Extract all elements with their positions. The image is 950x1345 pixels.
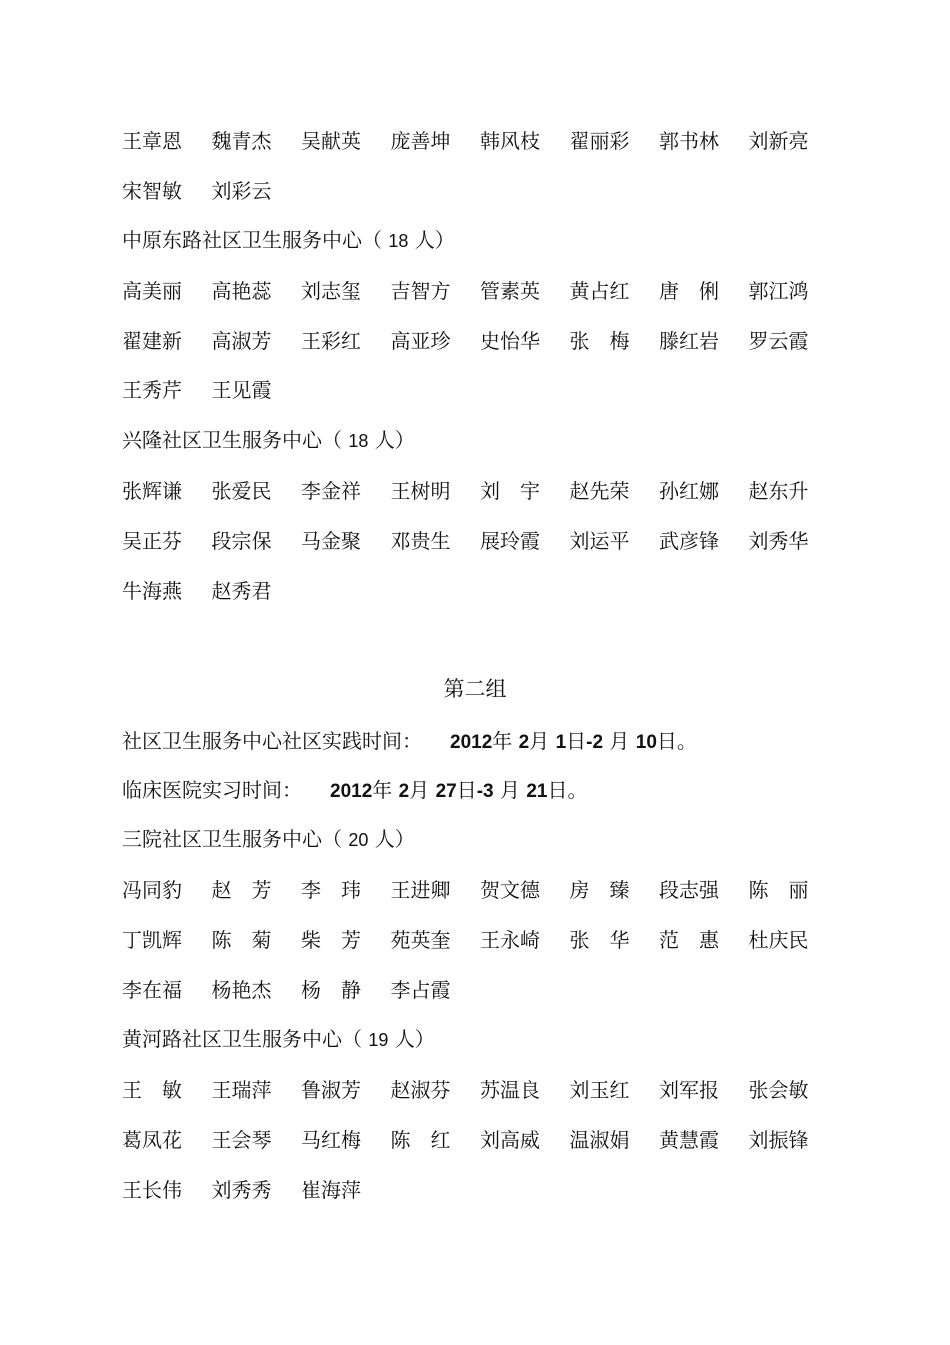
person-name: 王章恩 [122,129,182,153]
person-name: 马红梅 [301,1128,361,1152]
unit-text: 月 [609,729,630,753]
person-name: 刘彩云 [211,179,272,203]
time-label: 社区卫生服务中心社区实践时间： [122,729,422,753]
names-row [122,326,842,356]
person-name: 罗云霞 [748,329,809,353]
person-name: 温淑娟 [569,1128,630,1152]
person-name: 杜庆民 [748,928,809,952]
person-name: 马金聚 [301,529,361,553]
person-name: 韩风枝 [480,129,540,153]
person-name: 刘高威 [480,1128,540,1152]
person-name: 李在福 [122,978,182,1002]
person-name: 赵东升 [748,479,809,503]
names-row [122,526,842,556]
person-name: 李 玮 [301,878,361,902]
person-name: 陈 丽 [748,878,809,902]
names-row [122,276,842,306]
person-name: 唐 俐 [659,279,719,303]
heading-text: 三院社区卫生服务中心（ [122,827,342,851]
month: 2 [518,732,530,753]
person-name: 丁凯辉 [122,928,182,952]
person-name: 赵淑芬 [390,1078,451,1102]
person-name: 郭书林 [659,129,719,153]
unit-text: 日。 [547,778,588,802]
person-name: 崔海萍 [301,1178,361,1202]
section-heading-xinglong [122,425,842,455]
person-name: 王长伟 [122,1178,182,1202]
person-name: 鲁淑芳 [301,1078,361,1102]
names-row [122,1125,842,1155]
heading-text: 兴隆社区卫生服务中心（ [122,428,342,452]
person-name: 王永崎 [480,928,540,952]
person-name: 赵 芳 [211,878,272,902]
names-row [122,375,842,405]
person-name: 吉智方 [390,279,451,303]
person-name: 王秀芹 [122,378,182,402]
person-name: 吴献英 [301,129,361,153]
names-row [122,176,842,206]
person-name: 王彩红 [301,329,361,353]
person-name: 宋智敏 [122,179,182,203]
person-name: 武彦锋 [659,529,719,553]
person-name: 冯同豹 [122,878,182,902]
person-name: 刘振锋 [748,1128,809,1152]
person-name: 段宗保 [211,529,272,553]
section-heading-huanghe [122,1024,842,1054]
person-name: 葛凤花 [122,1128,182,1152]
person-name: 柴 芳 [301,928,361,952]
unit-text: 月 [529,729,550,753]
names-row [122,576,842,606]
names-row [122,126,842,156]
person-name: 李金祥 [301,479,361,503]
day: 27 [435,781,457,802]
member-count: 18 [348,431,369,451]
names-row [122,925,842,955]
person-name: 庞善坤 [390,129,451,153]
person-name: 苑英奎 [390,928,451,952]
person-name: 王见霞 [211,378,272,402]
person-name: 刘新亮 [748,129,809,153]
heading-text: 中原东路社区卫生服务中心（ [122,228,382,252]
person-name: 杨 静 [301,978,361,1002]
person-name: 刘秀秀 [211,1178,272,1202]
count-unit: 人） [414,228,455,252]
person-name: 黄占红 [569,279,630,303]
person-name: 刘秀华 [748,529,809,553]
person-name: 陈 红 [390,1128,451,1152]
person-name: 贺文德 [480,878,540,902]
person-name: 展玲霞 [480,529,540,553]
month-end: -3 [476,781,494,802]
person-name: 高艳蕊 [211,279,272,303]
clinical-internship-time [122,775,842,805]
person-name: 滕红岩 [659,329,719,353]
heading-text: 黄河路社区卫生服务中心（ [122,1027,362,1051]
names-row [122,975,842,1005]
section-heading-sanyuan [122,824,842,854]
person-name: 刘 宇 [480,479,540,503]
person-name: 黄慧霞 [659,1128,719,1152]
person-name: 高美丽 [122,279,182,303]
count-unit: 人） [394,1027,435,1051]
person-name: 高亚珍 [390,329,451,353]
person-name: 王 敏 [122,1078,182,1102]
person-name: 刘志玺 [301,279,361,303]
person-name: 王会琴 [211,1128,272,1152]
person-name: 郭江鸿 [748,279,809,303]
day: 1 [555,732,567,753]
person-name: 吴正芬 [122,529,182,553]
person-name: 陈 菊 [211,928,272,952]
names-row [122,875,842,905]
time-label: 临床医院实习时间： [122,778,302,802]
names-row [122,476,842,506]
unit-text: 年 [372,778,393,802]
member-count: 18 [388,231,409,251]
unit-text: 月 [409,778,430,802]
person-name: 段志强 [659,878,719,902]
person-name: 赵先荣 [569,479,630,503]
person-name: 刘军报 [659,1078,719,1102]
person-name: 张爱民 [211,479,272,503]
month-end: -2 [586,732,604,753]
person-name: 范 惠 [659,928,719,952]
member-count: 19 [368,1030,389,1050]
person-name: 房 臻 [569,878,630,902]
unit-text: 年 [492,729,513,753]
person-name: 张 梅 [569,329,630,353]
group-title: 第二组 [443,677,507,701]
person-name: 刘玉红 [569,1078,630,1102]
person-name: 牛海燕 [122,579,182,603]
unit-text: 月 [499,778,520,802]
person-name: 高淑芳 [211,329,272,353]
person-name: 苏温良 [480,1078,540,1102]
person-name: 杨艳杰 [211,978,272,1002]
person-name: 王瑞萍 [211,1078,272,1102]
person-name: 王树明 [390,479,451,503]
names-row [122,1175,842,1205]
person-name: 李占霞 [390,978,451,1002]
person-name: 史怡华 [480,329,540,353]
year: 2012 [330,781,373,802]
day-end: 10 [635,732,657,753]
person-name: 张辉谦 [122,479,182,503]
unit-text: 日。 [656,729,697,753]
section-heading-zhongyuan [122,225,842,255]
unit-text: 日 [456,778,477,802]
day-end: 21 [526,781,548,802]
person-name: 张 华 [569,928,630,952]
person-name: 张会敏 [748,1078,809,1102]
person-name: 邓贵生 [390,529,451,553]
community-practice-time [122,726,842,756]
member-count: 20 [348,830,369,850]
unit-text: 日 [566,729,587,753]
person-name: 管素英 [480,279,540,303]
person-name: 赵秀君 [211,579,272,603]
person-name: 魏青杰 [211,129,272,153]
count-unit: 人） [374,827,415,851]
count-unit: 人） [374,428,415,452]
person-name: 翟丽彩 [569,129,630,153]
person-name: 刘运平 [569,529,630,553]
person-name: 翟建新 [122,329,182,353]
year: 2012 [450,732,493,753]
month: 2 [398,781,410,802]
person-name: 孙红娜 [659,479,719,503]
names-row [122,1075,842,1105]
person-name: 王进卿 [390,878,451,902]
